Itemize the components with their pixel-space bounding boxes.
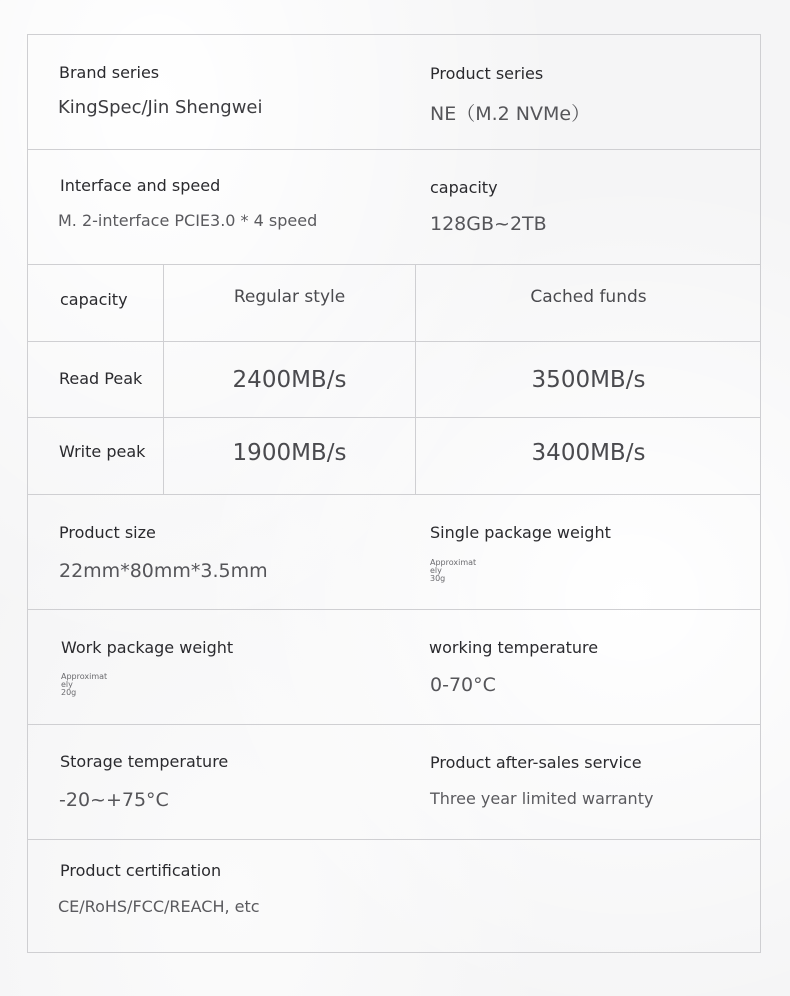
product-size-value: 22mm*80mm*3.5mm [59, 560, 268, 582]
interface-speed-label: Interface and speed [60, 176, 221, 195]
speed-table-cell: 2400MB/s [232, 367, 347, 393]
speed-table-column-regular: Regular style [233, 287, 346, 307]
speed-table-row-label-read: Read Peak [59, 369, 143, 388]
interface-speed-value: M. 2-interface PCIE3.0 * 4 speed [58, 211, 318, 230]
speed-table-corner-label: capacity [60, 290, 128, 309]
brand-series-value: KingSpec/Jin Shengwei [58, 97, 263, 118]
single-package-weight-value: 30g [430, 574, 446, 583]
speed-table-cell: 3500MB/s [531, 367, 646, 393]
capacity-value: 128GB~2TB [430, 213, 547, 235]
work-package-weight-note-text: Approximat ely [61, 672, 108, 689]
working-temperature-value: 0-70°C [430, 674, 496, 696]
work-package-weight-label: Work package weight [61, 638, 234, 657]
speed-table [28, 265, 760, 495]
work-package-weight-note [61, 673, 121, 697]
certification-label: Product certification [60, 861, 222, 880]
storage-temperature-value: -20~+75°C [59, 789, 169, 811]
single-package-weight-note-text: Approximat ely [430, 558, 477, 575]
speed-table-cell: 1900MB/s [232, 440, 347, 466]
speed-table-row-label-write: Write peak [59, 442, 146, 461]
brand-series-label: Brand series [59, 63, 160, 82]
single-package-weight-note [430, 559, 490, 583]
product-size-label: Product size [59, 523, 156, 542]
product-series-label: Product series [430, 64, 544, 83]
speed-table-column-cached: Cached funds [530, 287, 647, 307]
spec-row-interface [28, 150, 760, 265]
work-package-weight-value: 20g [61, 688, 77, 697]
speed-table-rowline [28, 417, 760, 418]
speed-table-rowline [28, 341, 760, 342]
product-series-value: NE（M.2 NVMe） [430, 103, 591, 125]
certification-value: CE/RoHS/FCC/REACH, etc [58, 897, 260, 916]
working-temperature-label: working temperature [429, 638, 599, 657]
spec-row-weight [28, 610, 760, 725]
capacity-label: capacity [430, 178, 498, 197]
storage-temperature-label: Storage temperature [60, 752, 229, 771]
after-sales-value: Three year limited warranty [430, 789, 654, 808]
single-package-weight-label: Single package weight [430, 523, 611, 542]
after-sales-label: Product after-sales service [430, 753, 642, 772]
spec-table [27, 34, 761, 953]
spec-row-storage [28, 725, 760, 840]
spec-row-brand [28, 35, 760, 150]
spec-row-size [28, 495, 760, 610]
spec-row-certification [28, 840, 760, 953]
speed-table-cell: 3400MB/s [531, 440, 646, 466]
